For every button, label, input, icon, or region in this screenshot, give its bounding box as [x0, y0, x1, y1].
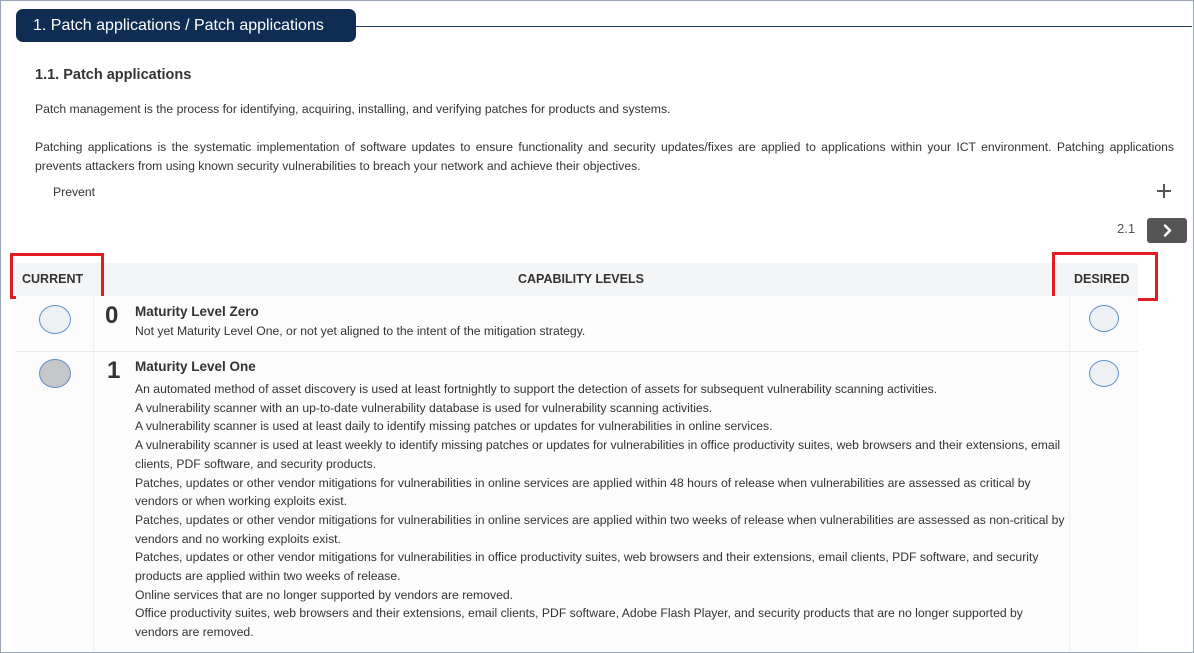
- requirement-line: An automated method of asset discovery is used at least fortnightly to support the detection of assets for subsequent vulnerability scanning activities.: [135, 382, 938, 396]
- section-tab[interactable]: 1. Patch applications / Patch applications: [16, 9, 356, 42]
- requirement-line: Office productivity suites, web browsers and their extensions, email clients, PDF software, Adobe Flash Player, and security products that are no longer supported by vendors are removed.: [135, 606, 1023, 640]
- current-level-0-radio[interactable]: [39, 305, 71, 334]
- section-divider: [350, 26, 1192, 27]
- next-button[interactable]: [1147, 218, 1187, 243]
- current-level-1-radio[interactable]: [39, 359, 71, 388]
- desired-header: DESIRED: [1074, 272, 1130, 286]
- capability-levels-header: CAPABILITY LEVELS: [518, 272, 644, 286]
- requirement-line: Patches, updates or other vendor mitigations for vulnerabilities in office productivity suites, web browsers and their extensions, email clients, PDF software, and security products are applied within two weeks of release.: [135, 550, 1039, 584]
- requirement-line: Patches, updates or other vendor mitigations for vulnerabilities in online services are applied within 48 hours of release when vulnerabilities are assessed as critical by vendors or when working exploits exist.: [135, 475, 1031, 509]
- requirement-line: A vulnerability scanner is used at least daily to identify missing patches or updates for vulnerabilities in online services.: [135, 419, 773, 434]
- section-subtitle: 1.1. Patch applications: [35, 67, 192, 83]
- desired-level-1-radio[interactable]: [1089, 360, 1119, 387]
- column-divider: [93, 296, 94, 652]
- level-number: 0: [105, 302, 119, 329]
- current-header: CURRENT: [22, 272, 84, 286]
- requirement-line: A vulnerability scanner with an up-to-date vulnerability database is used for vulnerability scanning activities.: [135, 400, 713, 415]
- chevron-right-icon: [1161, 224, 1174, 237]
- desired-level-0-radio[interactable]: [1089, 305, 1119, 332]
- control-number: 2.1: [1117, 221, 1136, 236]
- requirement-line: A vulnerability scanner is used at least weekly to identify missing patches or updates for vulnerabilities in office productivity suites, web browsers and their extensions, email clients, PDF software, and security products.: [135, 438, 1061, 471]
- desired-highlight-box: [1052, 252, 1158, 301]
- column-divider: [1069, 296, 1070, 652]
- level-description: Not yet Maturity Level One, or not yet aligned to the intent of the mitigation strategy.: [135, 324, 586, 338]
- level-number: 1: [107, 357, 121, 384]
- requirement-line: Online services that are no longer supported by vendors are removed.: [135, 587, 514, 602]
- intro-paragraph: Patch management is the process for identifying, acquiring, installing, and verifying patches for products and systems.: [35, 102, 671, 116]
- level-title: Maturity Level One: [135, 359, 256, 374]
- current-highlight-box: [10, 253, 104, 299]
- plus-icon[interactable]: [1156, 183, 1172, 199]
- level-description: [135, 380, 1065, 642]
- description-paragraph: Patching applications is the systematic implementation of software updates to ensure functionality and security updates/fixes are applied to applications within your ICT environment. Patching applications prevents attackers from using known security vulnerabilities to breach your network and achieve their objectives.: [35, 140, 1174, 173]
- category-label: Prevent: [53, 185, 96, 199]
- level-title: Maturity Level Zero: [135, 304, 259, 319]
- requirement-line: Patches, updates or other vendor mitigations for vulnerabilities in online services are applied within two weeks of release when vulnerabilities are assessed as non-critical by vendors and no working exploits exist.: [135, 512, 1065, 546]
